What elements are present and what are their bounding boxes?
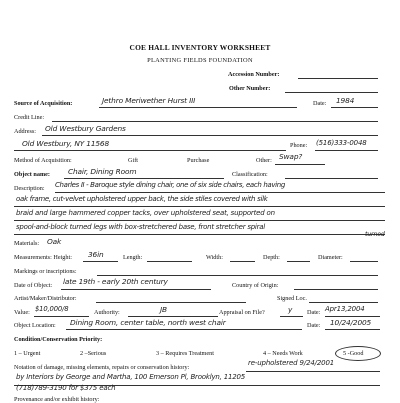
credit-line-field[interactable] <box>52 121 378 122</box>
classification-field[interactable] <box>285 178 378 179</box>
method-other-label: Other: <box>256 157 272 164</box>
artist-field[interactable] <box>96 302 246 303</box>
notation-line-1 <box>246 371 380 372</box>
date-of-object-line <box>61 289 211 290</box>
date-value[interactable]: 1984 <box>336 96 355 105</box>
value-value[interactable]: $10,000/8 <box>35 305 69 313</box>
description-text-2[interactable]: oak frame, cut-velvet upholstered upper back, the side stiles covered with silk <box>16 195 268 203</box>
markings-field[interactable] <box>97 275 378 276</box>
description-line-1 <box>55 192 385 193</box>
date-line <box>331 107 378 108</box>
signed-loc-label: Signed Loc. <box>277 295 307 302</box>
classification-label: Classification: <box>232 171 268 178</box>
phone-label: Phone: <box>290 142 308 149</box>
condition-option-5[interactable]: 5 -Good <box>343 350 364 357</box>
artist-label: Artist/Maker/Distributor: <box>14 295 77 302</box>
phone-line <box>315 150 378 151</box>
location-date-line <box>325 329 380 330</box>
materials-value[interactable]: Oak <box>47 237 62 246</box>
condition-option-1[interactable]: 1 – Urgent <box>14 350 41 357</box>
object-location-line <box>66 329 302 330</box>
foundation-subtitle: PLANTING FIELDS FOUNDATION <box>147 57 253 64</box>
country-field[interactable] <box>294 289 378 290</box>
depth-label: Depth: <box>263 254 280 261</box>
depth-field[interactable] <box>287 261 310 262</box>
appraisal-date-line <box>325 316 380 317</box>
signed-loc-field[interactable] <box>309 302 378 303</box>
description-text-turned[interactable]: turned <box>365 231 385 238</box>
materials-label: Materials: <box>14 240 40 247</box>
other-number-field[interactable] <box>285 92 378 93</box>
appraisal-date-value[interactable]: Apr13,2004 <box>325 305 365 313</box>
condition-option-2[interactable]: 2 –Serious <box>80 350 107 357</box>
method-label: Method of Acquisition: <box>14 157 72 164</box>
length-field[interactable] <box>147 261 192 262</box>
method-other-line <box>275 164 325 165</box>
height-line <box>83 261 118 262</box>
appraisal-date-label: Date: <box>307 309 321 316</box>
value-label: Value: <box>14 309 30 316</box>
notation-label: Notation of damage, missing elements, repairs or conservation history: <box>14 364 190 371</box>
description-line-2 <box>14 206 385 207</box>
description-text-3[interactable]: braid and large hammered copper tacks, over upholstered seat, supported on <box>16 209 275 217</box>
appraisal-label: Appraisal on File? <box>219 309 265 316</box>
height-value[interactable]: 36in <box>88 250 104 259</box>
address-label: Address: <box>14 128 36 135</box>
width-label: Width: <box>206 254 223 261</box>
description-line-3 <box>14 220 385 221</box>
location-date-label: Date: <box>307 322 321 329</box>
notation-text-3[interactable]: (718)789-3190 for $375 each <box>16 384 116 392</box>
source-line <box>99 107 297 108</box>
address-value-1[interactable]: Old Westbury Gardens <box>45 124 126 133</box>
credit-line-label: Credit Line: <box>14 114 45 121</box>
condition-option-3[interactable]: 3 – Requires Treatment <box>156 350 214 357</box>
address-value-2[interactable]: Old Westbury, NY 11568 <box>22 139 110 148</box>
object-location-label: Object Location: <box>14 322 56 329</box>
method-other-value[interactable]: Swap? <box>279 152 303 161</box>
authority-value[interactable]: JB <box>160 305 167 314</box>
date-of-object-value[interactable]: late 19th - early 20th century <box>63 277 168 286</box>
object-name-value[interactable]: Chair, Dining Room <box>68 167 137 176</box>
length-label: Length: <box>123 254 143 261</box>
value-line <box>34 316 89 317</box>
method-gift[interactable]: Gift <box>128 157 138 164</box>
condition-selected-circle <box>335 346 381 361</box>
description-text-4[interactable]: spool-and-block turned legs with box-stretchered base, front stretcher spiral <box>16 223 265 231</box>
description-line-4 <box>14 234 385 235</box>
appraisal-value[interactable]: y <box>288 305 293 314</box>
notation-text-1[interactable]: re-upholstered 9/24/2001 <box>248 359 335 367</box>
description-label: Description: <box>14 185 45 192</box>
address-line-1 <box>42 135 378 136</box>
object-location-value[interactable]: Dining Room, center table, north west chair <box>70 318 226 327</box>
accession-number-field[interactable] <box>298 78 378 79</box>
object-name-label: Object name: <box>14 171 50 178</box>
authority-line <box>128 316 218 317</box>
date-label: Date: <box>313 100 327 107</box>
method-purchase[interactable]: Purchase <box>187 157 210 164</box>
country-label: Country of Origin: <box>232 282 279 289</box>
authority-label: Authority: <box>94 309 120 316</box>
appraisal-line <box>280 316 303 317</box>
condition-option-4[interactable]: 4 – Needs Work <box>263 350 303 357</box>
provenance-label: Provenance and/or exhibit history: <box>14 396 100 403</box>
source-label: Source of Acquisition: <box>14 100 73 107</box>
worksheet-title: COE HALL INVENTORY WORKSHEET <box>129 43 271 52</box>
location-date-value[interactable]: 10/24/2005 <box>330 318 372 327</box>
markings-label: Markings or inscriptions: <box>14 268 77 275</box>
phone-value[interactable]: (516)333-0048 <box>316 139 367 147</box>
date-of-object-label: Date of Object: <box>14 282 53 289</box>
measurements-label: Measurements: Height: <box>14 254 72 261</box>
description-text-1[interactable]: Charles II - Baroque style dining chair, one of six side chairs, each having <box>55 181 285 189</box>
condition-heading: Condition/Conservation Priority: <box>14 336 103 343</box>
diameter-label: Diameter: <box>318 254 343 261</box>
diameter-field[interactable] <box>350 261 378 262</box>
accession-number-label: Accession Number: <box>228 71 280 78</box>
other-number-label: Other Number: <box>229 85 271 92</box>
notation-text-2[interactable]: by Interiors by George and Martha, 100 Emerson Pl, Brooklyn, 11205 <box>16 373 245 381</box>
address-line-2 <box>14 150 286 151</box>
width-field[interactable] <box>230 261 255 262</box>
source-value[interactable]: Jethro Meriwether Hurst III <box>102 96 196 105</box>
object-name-line <box>64 178 224 179</box>
